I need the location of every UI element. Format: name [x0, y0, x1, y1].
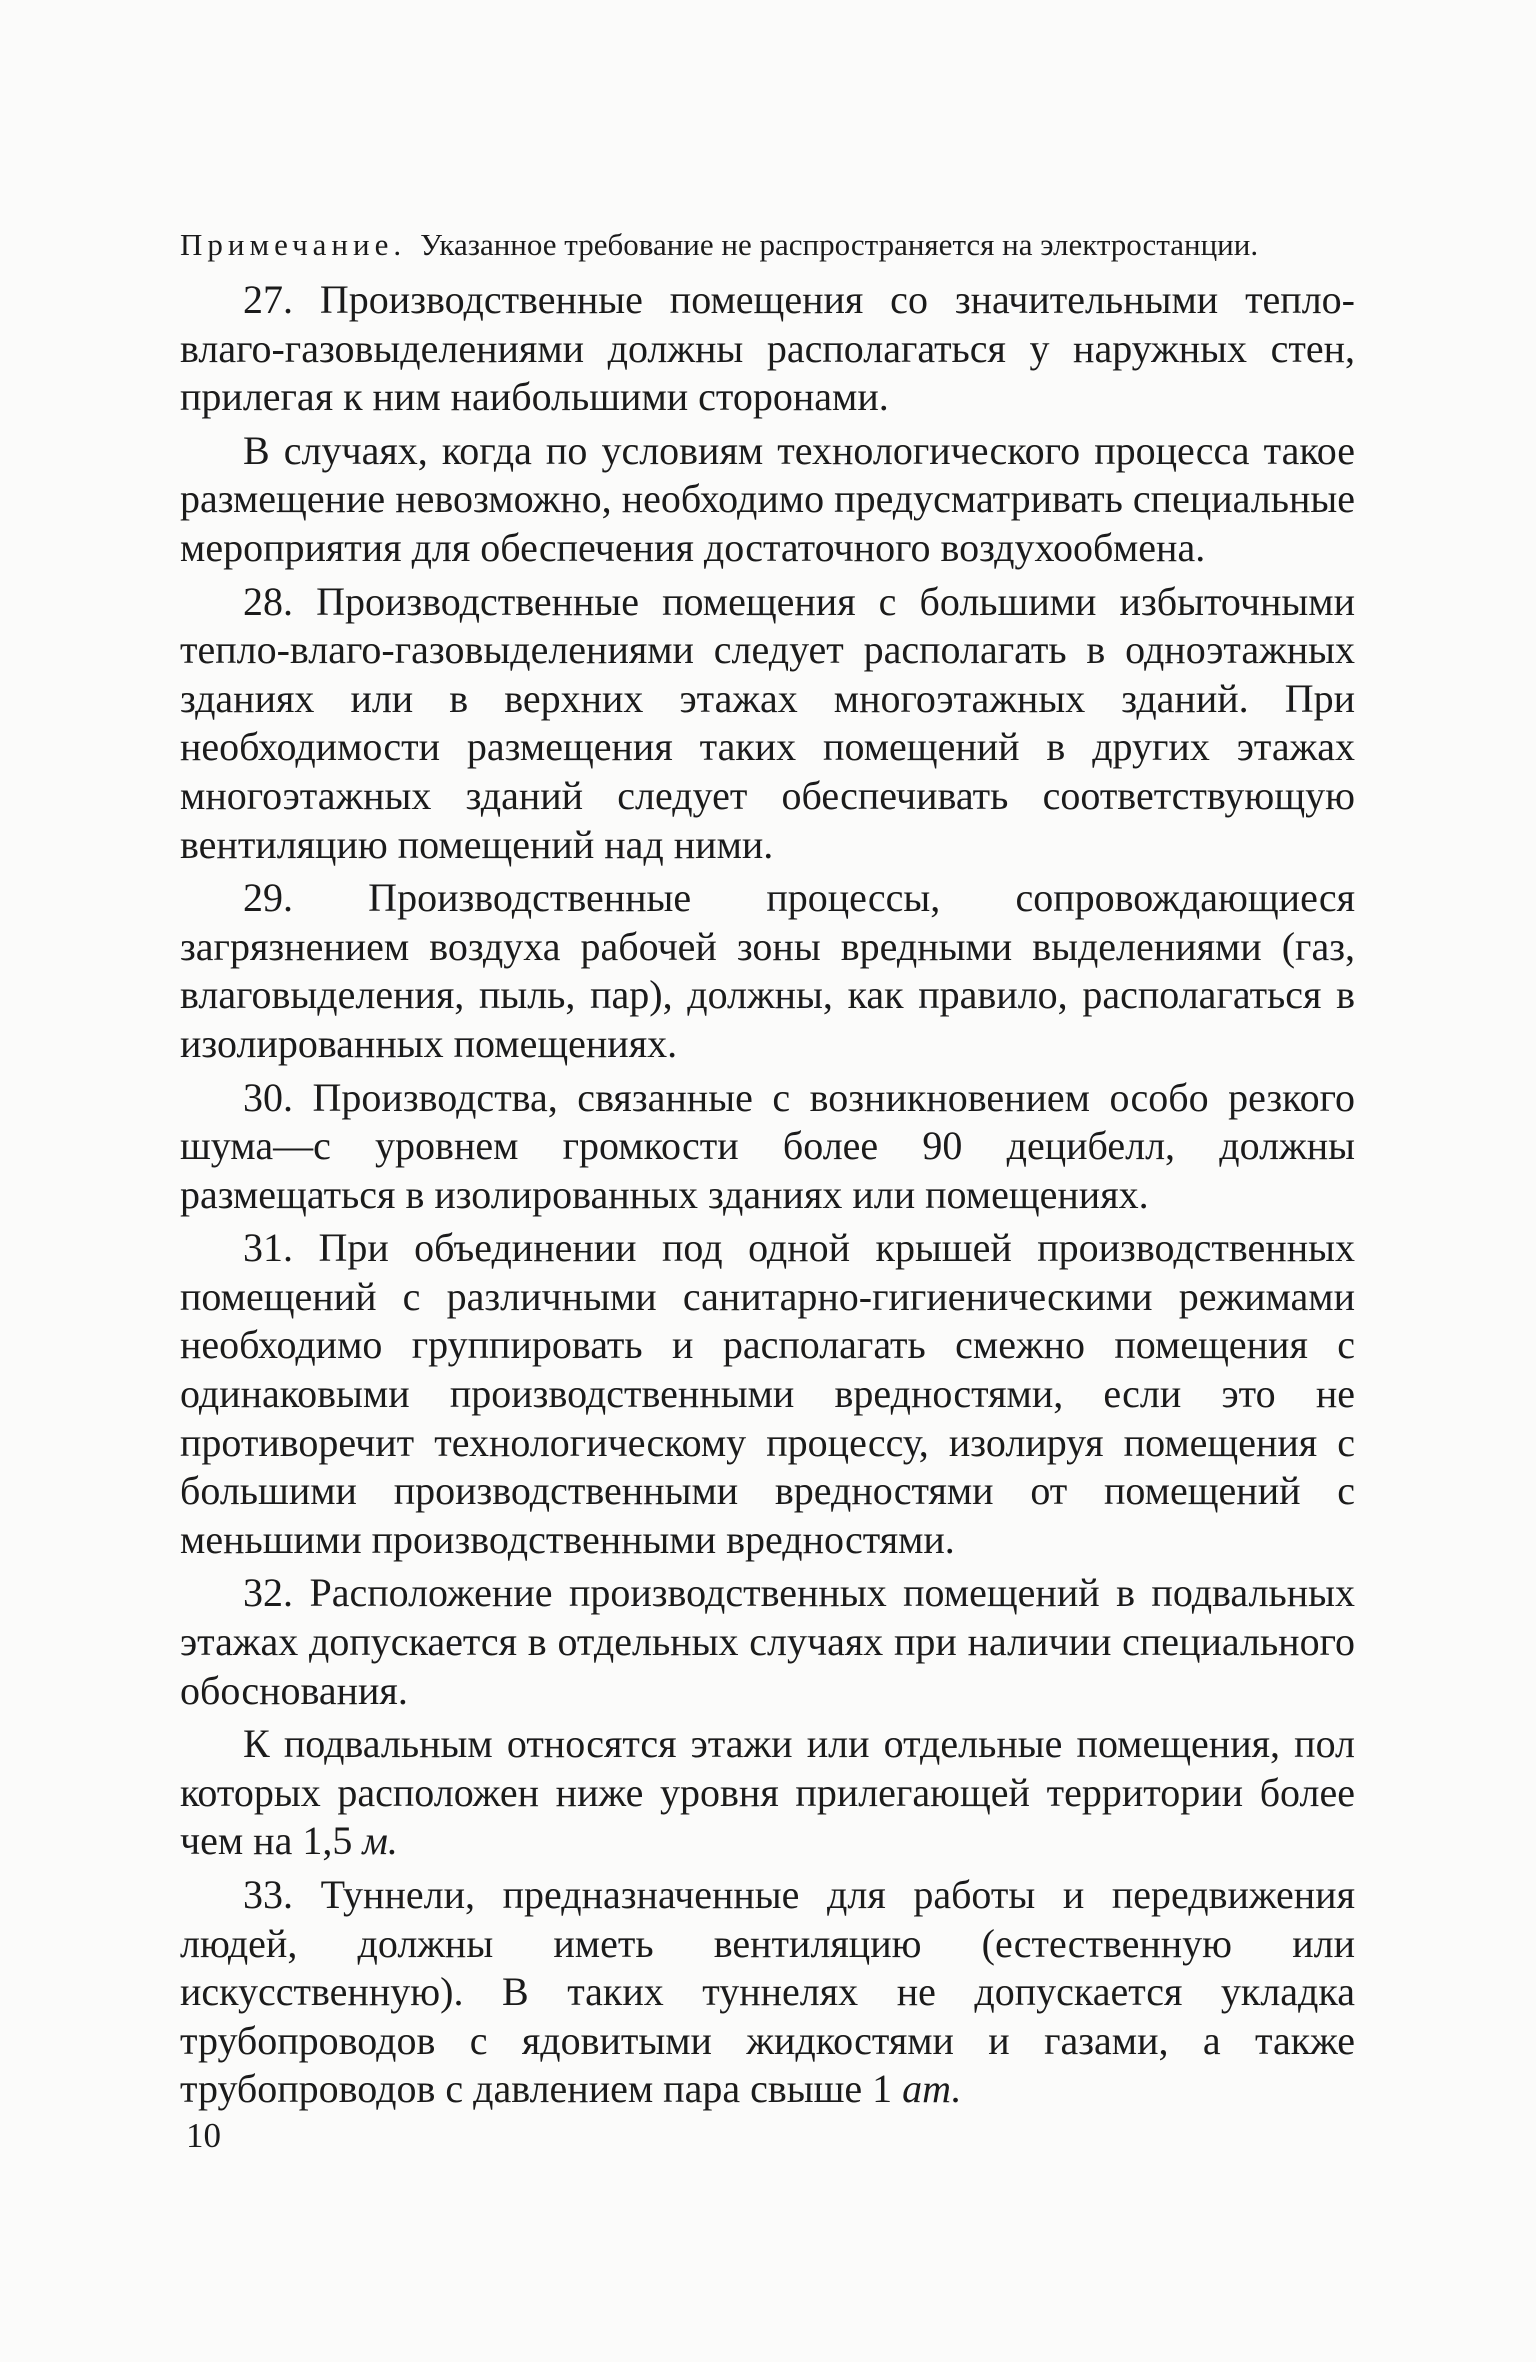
document-page	[180, 228, 1355, 2119]
paragraph-27	[180, 276, 1355, 422]
paragraph-27-continued-text: В случаях, когда по условиям технологического процесса такое размещение невозможно, необходимо предусматривать специальные мероприятия для обеспечения достаточного воздухообмена.	[180, 427, 1355, 570]
paragraph-30-text: 30. Производства, связанные с возникновением особо резкого шума—с уровнем громкости более 90 децибелл, должны размещаться в изолированных зданиях или помещениях.	[180, 1074, 1355, 1217]
paragraph-27-text: 27. Производственные помещения со значительными тепло-влаго-газовыделениями должны располагаться у наружных стен, прилегая к ним наибольшими сторонами.	[180, 277, 1355, 420]
paragraph-32-continued	[180, 1720, 1355, 1866]
paragraph-30	[180, 1074, 1355, 1220]
paragraph-28-text: 28. Производственные помещения с большими избыточными тепло-влаго-газовыделениями следует располагать в одноэтажных зданиях или в верхних этажах многоэтажных зданий. При необходимости размещения таких помещений в других этажах многоэтажных зданий следует обеспечивать соответствующую вентиляцию помещений над ними.	[180, 578, 1355, 867]
paragraph-29-text: 29. Производственные процессы, сопровождающиеся загрязнением воздуха рабочей зоны вредными выделениями (газ, влаговыделения, пыль, пар), должны, как правило, располагаться в изолированных помещениях.	[180, 875, 1355, 1066]
paragraph-31	[180, 1224, 1355, 1564]
paragraph-33	[180, 1871, 1355, 2114]
note-paragraph	[180, 228, 1355, 262]
paragraph-32	[180, 1569, 1355, 1715]
paragraph-28	[180, 578, 1355, 870]
unit-atmospheres: ат.	[902, 2066, 962, 2112]
paragraph-27-continued	[180, 427, 1355, 573]
paragraph-33-text: 33. Туннели, предназначенные для работы и передвижения людей, должны иметь вентиляцию (естественную или искусственную). В таких туннелях не допускается укладка трубопроводов с ядовитыми жидкостями и газами, а также трубопроводов с давлением пара свыше 1	[180, 1872, 1355, 2112]
paragraph-32-continued-text: К подвальным относятся этажи или отдельные помещения, пол которых расположен ниже уровня прилегающей территории более чем на 1,5	[180, 1721, 1355, 1864]
page-number: 10	[186, 2116, 221, 2155]
paragraph-29	[180, 874, 1355, 1068]
unit-meters: м.	[362, 1818, 398, 1864]
note-text: Указанное требование не распространяется на электростанции.	[420, 227, 1259, 262]
note-label: Примечание.	[180, 227, 407, 262]
paragraph-31-text: 31. При объединении под одной крышей производственных помещений с различными санитарно-гигиеническими режимами необходимо группировать и располагать смежно помещения с одинаковыми производственными вредностями, если это не противоречит технологическому процессу, изолируя помещения с большими производственными вредностями от помещений с меньшими производственными вредностями.	[180, 1225, 1355, 1562]
paragraph-32-text: 32. Расположение производственных помещений в подвальных этажах допускается в отдельных случаях при наличии специального обоснования.	[180, 1570, 1355, 1713]
